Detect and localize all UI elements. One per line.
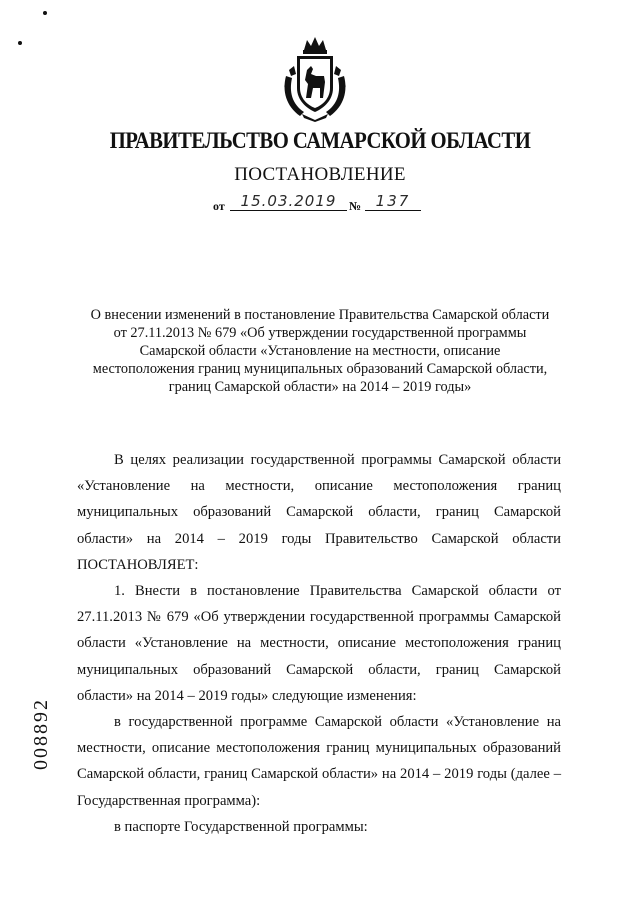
subject-line: Самарской области «Установление на местности, описание — [139, 343, 501, 359]
body-paragraph: 1. Внести в постановление Правительства Самарской области от 27.11.2013 № 679 «Об утверждении государственной программы Самарской области «Установление на местности, описание местоположения границ муниципальных образований Самарской области, границ Самарской области» на 2014 – 2019 годы» следующие изменения: — [77, 583, 561, 704]
date-number-line — [213, 192, 423, 216]
subject-line: местоположения границ муниципальных образований Самарской области, — [92, 361, 548, 377]
body-paragraph: в государственной программе Самарской области «Установление на местности, описание местоположения границ муниципальных образований Самарской области, границ Самарской области» на 2014 – 2019 годы (далее – Государственная программа): — [77, 714, 561, 809]
document-body — [77, 447, 561, 840]
margin-registration-number: 008892 — [30, 698, 52, 770]
body-paragraph: в паспорте Государственной программы: — [114, 818, 368, 835]
document-date: 15.03.2019 — [230, 192, 347, 211]
scan-speck — [43, 11, 47, 15]
number-prefix: № — [349, 199, 362, 213]
government-title: ПРАВИТЕЛЬСТВО САМАРСКОЙ ОБЛАСТИ — [109, 128, 531, 153]
document-type: ПОСТАНОВЛЕНИЕ — [234, 164, 406, 185]
subject-line: от 27.11.2013 № 679 «Об утверждении государственной программы — [113, 325, 527, 341]
date-prefix: от — [213, 199, 225, 213]
subject-block — [60, 306, 580, 396]
coat-of-arms-icon — [280, 36, 350, 122]
body-paragraph: В целях реализации государственной программы Самарской области «Установление на местности, описание местоположения границ муниципальных образований Самарской области, границ Самарской области» на 2014 – 2019 годы Правительство Самарской области ПОСТАНОВЛЯЕТ: — [77, 452, 561, 573]
subject-line: О внесении изменений в постановление Правительства Самарской области — [90, 307, 550, 323]
scan-speck — [18, 41, 22, 45]
subject-line: границ Самарской области» на 2014 – 2019 годы» — [168, 379, 472, 395]
document-number: 137 — [365, 192, 421, 211]
